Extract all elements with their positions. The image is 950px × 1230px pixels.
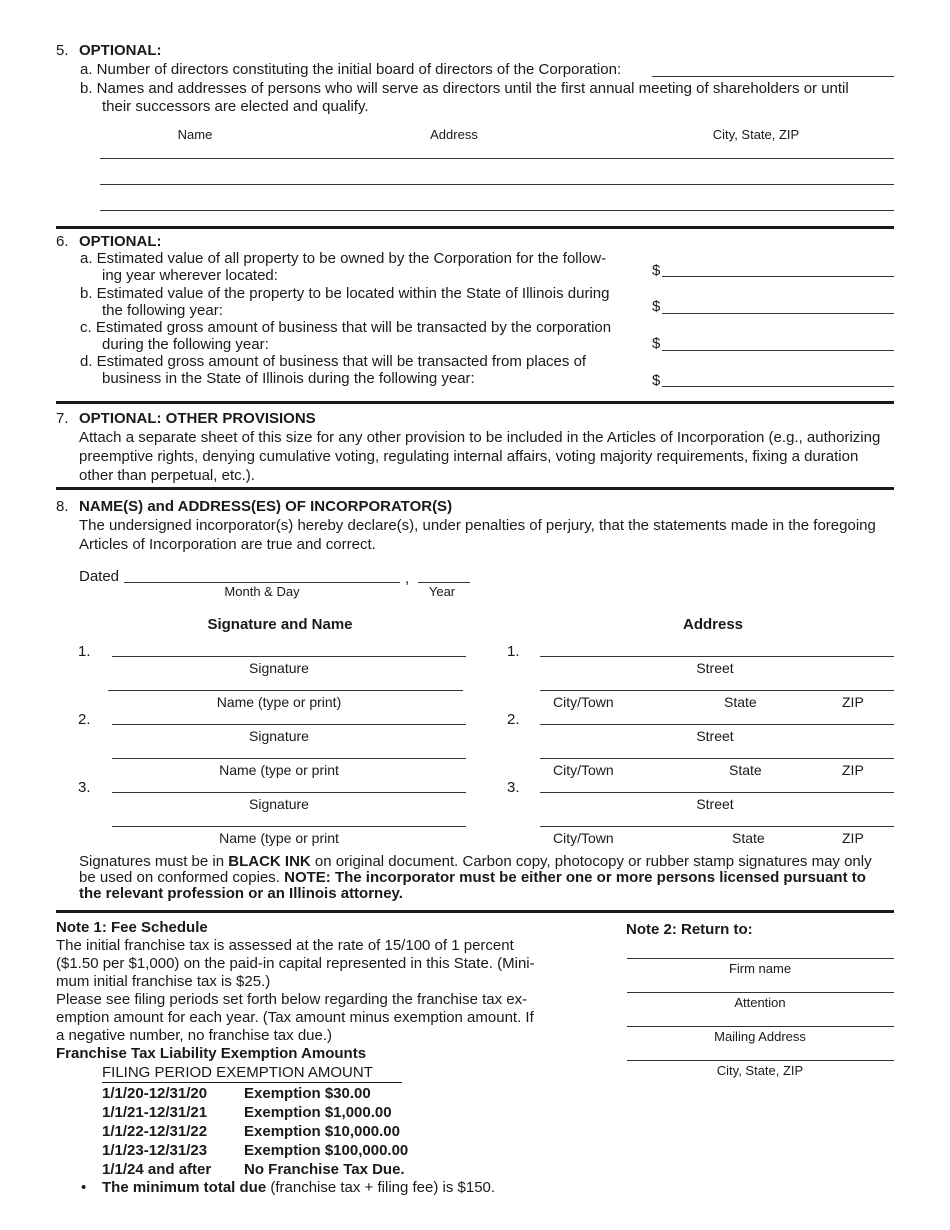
property-value-field[interactable] bbox=[662, 276, 894, 277]
note-1-title: Note 1: Fee Schedule bbox=[56, 919, 208, 936]
section-6-item-a-line2: ing year wherever located: bbox=[102, 267, 278, 284]
date-comma: , bbox=[405, 570, 410, 587]
incorporator-1-street-field[interactable] bbox=[540, 656, 894, 657]
section-5-title: OPTIONAL: bbox=[79, 42, 162, 59]
state-caption: State bbox=[729, 762, 762, 778]
section-divider bbox=[56, 401, 894, 404]
section-7-title: OPTIONAL: OTHER PROVISIONS bbox=[79, 410, 316, 427]
section-6-item-c-line2: during the following year: bbox=[102, 336, 269, 353]
firm-name-caption: Firm name bbox=[728, 961, 792, 976]
note-1-text: mum initial franchise tax is $25.) bbox=[56, 973, 271, 990]
signature-name-header: Signature and Name bbox=[207, 616, 353, 633]
street-caption: Street bbox=[696, 660, 734, 676]
month-day-caption: Month & Day bbox=[224, 584, 300, 599]
state-caption: State bbox=[724, 694, 757, 710]
minimum-total-text: (franchise tax + filing fee) is $150. bbox=[266, 1179, 496, 1196]
section-5-item-b-line2: their successors are elected and qualify. bbox=[102, 98, 369, 115]
section-7-text-line2: preemptive rights, denying cumulative voting, regulating internal affairs, voting majority requirements, fixing a duration bbox=[79, 448, 859, 465]
filing-period: 1/1/20-12/31/20 bbox=[102, 1085, 208, 1102]
incorporator-3-number: 3. bbox=[78, 779, 91, 796]
directors-name-column: Name bbox=[177, 127, 213, 142]
return-firm-name-field[interactable] bbox=[627, 958, 894, 959]
note-1-text: ($1.50 per $1,000) on the paid-in capital represented in this State. (Mini- bbox=[56, 955, 535, 972]
bullet-icon: • bbox=[81, 1179, 87, 1196]
director-row-2-field[interactable] bbox=[100, 184, 894, 185]
director-row-1-field[interactable] bbox=[100, 158, 894, 159]
exemption-table bbox=[102, 1085, 408, 1180]
city-town-caption: City/Town bbox=[553, 762, 614, 778]
note-text: be used on conformed copies. bbox=[79, 869, 285, 886]
name-caption: Name (type or print bbox=[219, 830, 339, 846]
director-row-3-field[interactable] bbox=[100, 210, 894, 211]
note-2-title: Note 2: Return to: bbox=[626, 921, 753, 938]
name-caption: Name (type or print) bbox=[216, 694, 342, 710]
section-divider bbox=[56, 910, 894, 913]
section-7-text-line3: other than perpetual, etc.). bbox=[79, 467, 255, 484]
section-6-item-c-line1: c. Estimated gross amount of business that will be transacted by the corporation bbox=[80, 319, 612, 336]
incorporator-2-street-field[interactable] bbox=[540, 724, 894, 725]
directors-city-column: City, State, ZIP bbox=[712, 127, 800, 142]
dollar-sign: $ bbox=[652, 298, 661, 315]
name-caption: Name (type or print bbox=[219, 762, 339, 778]
section-8-title: NAME(S) and ADDRESS(ES) OF INCORPORATOR(S) bbox=[79, 498, 453, 515]
state-caption: State bbox=[732, 830, 765, 846]
section-divider bbox=[56, 226, 894, 229]
exemption-amount: Exemption $30.00 bbox=[244, 1085, 371, 1102]
address-header: Address bbox=[682, 616, 744, 633]
section-5-item-b-line1: b. Names and addresses of persons who will serve as directors until the first annual meeting of shareholders or until bbox=[80, 80, 849, 97]
year-caption: Year bbox=[428, 584, 456, 599]
minimum-total-label: The minimum total due bbox=[102, 1179, 267, 1196]
section-5-number: 5. bbox=[56, 42, 69, 59]
zip-caption: ZIP bbox=[842, 762, 864, 778]
filing-period: 1/1/23-12/31/23 bbox=[102, 1142, 208, 1159]
table-row bbox=[102, 1161, 408, 1180]
incorporator-1-signature-field[interactable] bbox=[112, 656, 466, 657]
table-row bbox=[102, 1123, 408, 1142]
filing-period: 1/1/22-12/31/22 bbox=[102, 1123, 208, 1140]
dollar-sign: $ bbox=[652, 372, 661, 389]
directors-address-column: Address bbox=[430, 127, 478, 142]
dated-label: Dated bbox=[79, 568, 120, 585]
incorporator-2-number: 2. bbox=[78, 711, 91, 728]
signature-ink-note bbox=[79, 854, 899, 902]
address-3-number: 3. bbox=[507, 779, 520, 796]
dollar-sign: $ bbox=[652, 335, 661, 352]
gross-business-field[interactable] bbox=[662, 350, 894, 351]
note-text: on original document. Carbon copy, photocopy or rubber stamp signatures may only bbox=[310, 853, 872, 870]
zip-caption: ZIP bbox=[842, 694, 864, 710]
filing-period: 1/1/24 and after bbox=[102, 1161, 212, 1178]
incorporator-1-name-field[interactable] bbox=[108, 690, 463, 691]
filing-period: 1/1/21-12/31/21 bbox=[102, 1104, 208, 1121]
incorporator-2-city-state-zip-field[interactable] bbox=[540, 758, 894, 759]
note-1-text: a negative number, no franchise tax due.) bbox=[56, 1027, 333, 1044]
note-incorporator-requirement: NOTE: The incorporator must be either one or more persons licensed pursuant to bbox=[284, 869, 866, 886]
illinois-gross-business-field[interactable] bbox=[662, 386, 894, 387]
exemption-table-header: FILING PERIOD EXEMPTION AMOUNT bbox=[102, 1064, 402, 1083]
section-6-item-a-line1: a. Estimated value of all property to be owned by the Corporation for the follow- bbox=[80, 250, 607, 267]
section-6-number: 6. bbox=[56, 233, 69, 250]
incorporator-2-signature-field[interactable] bbox=[112, 724, 466, 725]
section-6-item-b-line2: the following year: bbox=[102, 302, 223, 319]
section-8-text-line2: Articles of Incorporation are true and correct. bbox=[79, 536, 376, 553]
street-caption: Street bbox=[696, 796, 734, 812]
section-6-item-b-line1: b. Estimated value of the property to be located within the State of Illinois during bbox=[80, 285, 610, 302]
incorporator-1-number: 1. bbox=[78, 643, 91, 660]
attention-caption: Attention bbox=[734, 995, 786, 1010]
incorporator-2-name-field[interactable] bbox=[112, 758, 466, 759]
section-7-text-line1: Attach a separate sheet of this size for any other provision to be included in the Articles of Incorporation (e.g., authorizing bbox=[79, 429, 881, 446]
incorporator-3-city-state-zip-field[interactable] bbox=[540, 826, 894, 827]
note-black-ink: BLACK INK bbox=[228, 853, 311, 870]
note-1-text: The initial franchise tax is assessed at the rate of 15/100 of 1 percent bbox=[56, 937, 514, 954]
dollar-sign: $ bbox=[652, 262, 661, 279]
section-divider bbox=[56, 487, 894, 490]
mailing-address-caption: Mailing Address bbox=[714, 1029, 806, 1044]
note-1-text: Please see filing periods set forth below regarding the franchise tax ex- bbox=[56, 991, 528, 1008]
note-1-text: emption amount for each year. (Tax amount minus exemption amount. If bbox=[56, 1009, 534, 1026]
return-attention-field[interactable] bbox=[627, 992, 894, 993]
incorporator-3-signature-field[interactable] bbox=[112, 792, 466, 793]
dated-year-field[interactable] bbox=[418, 582, 470, 583]
exemption-amount: Exemption $10,000.00 bbox=[244, 1123, 400, 1140]
section-6-item-d-line1: d. Estimated gross amount of business that will be transacted from places of bbox=[80, 353, 587, 370]
incorporator-1-city-state-zip-field[interactable] bbox=[540, 690, 894, 691]
incorporator-3-name-field[interactable] bbox=[112, 826, 466, 827]
section-6-item-d-line2: business in the State of Illinois during the following year: bbox=[102, 370, 475, 387]
city-town-caption: City/Town bbox=[553, 694, 614, 710]
street-caption: Street bbox=[696, 728, 734, 744]
table-row bbox=[102, 1142, 408, 1161]
directors-count-field[interactable] bbox=[652, 76, 894, 77]
exemption-amount: Exemption $100,000.00 bbox=[244, 1142, 409, 1159]
illinois-property-value-field[interactable] bbox=[662, 313, 894, 314]
exemption-amount: No Franchise Tax Due. bbox=[244, 1161, 405, 1178]
section-6-title: OPTIONAL: bbox=[79, 233, 162, 250]
section-5-item-a: a. Number of directors constituting the initial board of directors of the Corporation: bbox=[80, 61, 622, 78]
return-mailing-address-field[interactable] bbox=[627, 1026, 894, 1027]
table-row bbox=[102, 1104, 408, 1123]
return-city-state-zip-field[interactable] bbox=[627, 1060, 894, 1061]
exemption-amounts-title: Franchise Tax Liability Exemption Amounts bbox=[56, 1045, 367, 1062]
section-8-number: 8. bbox=[56, 498, 69, 515]
table-row bbox=[102, 1085, 408, 1104]
section-7-number: 7. bbox=[56, 410, 69, 427]
minimum-total-note bbox=[102, 1179, 495, 1196]
section-8-text-line1: The undersigned incorporator(s) hereby declare(s), under penalties of perjury, that the statements made in the foregoing bbox=[79, 517, 876, 534]
zip-caption: ZIP bbox=[842, 830, 864, 846]
signature-caption: Signature bbox=[249, 728, 309, 744]
note-incorporator-requirement: the relevant profession or an Illinois attorney. bbox=[79, 885, 403, 902]
note-text: Signatures must be in bbox=[79, 853, 229, 870]
city-town-caption: City/Town bbox=[553, 830, 614, 846]
incorporator-3-street-field[interactable] bbox=[540, 792, 894, 793]
exemption-amount: Exemption $1,000.00 bbox=[244, 1104, 392, 1121]
signature-caption: Signature bbox=[249, 796, 309, 812]
address-1-number: 1. bbox=[507, 643, 520, 660]
dated-month-day-field[interactable] bbox=[124, 582, 400, 583]
signature-caption: Signature bbox=[249, 660, 309, 676]
city-state-zip-caption: City, State, ZIP bbox=[716, 1063, 804, 1078]
address-2-number: 2. bbox=[507, 711, 520, 728]
